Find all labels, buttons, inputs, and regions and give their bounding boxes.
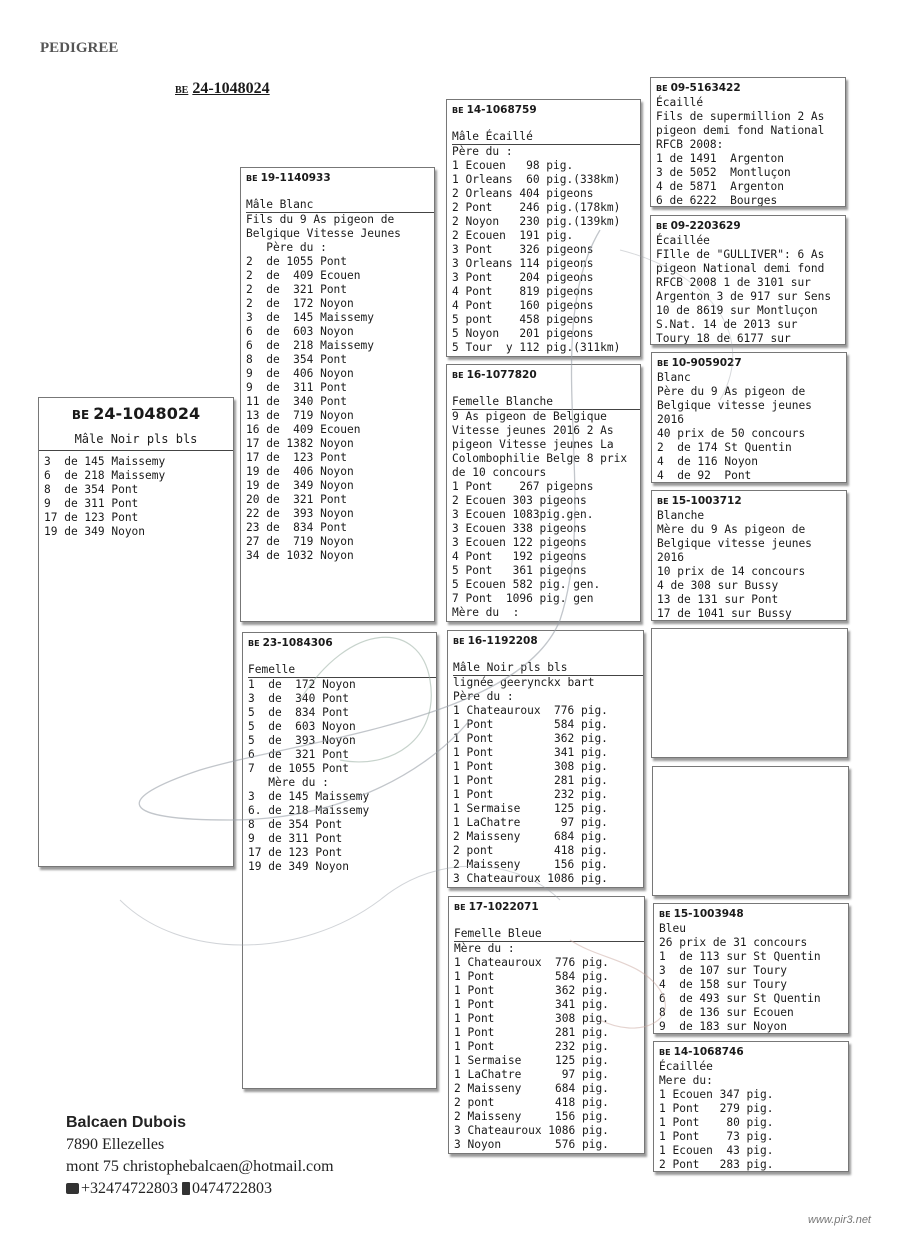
result-line: 2 Pont 246 pig.(178km): [452, 201, 621, 214]
result-line: 3 Noyon 576 pig.: [454, 1138, 609, 1151]
owner-name: Balcaen Dubois: [66, 1114, 187, 1131]
result-line: 2 de 409 Ecouen: [246, 269, 361, 282]
result-line: 2 pont 418 pig.: [454, 1096, 609, 1109]
result-line: Belgique vitesse jeunes: [657, 399, 812, 412]
result-line: 8 de 354 Pont: [248, 818, 343, 831]
result-line: Blanche: [657, 509, 705, 522]
ancestor-3-results: [657, 371, 841, 483]
result-line: 2 Maisseny 156 pig.: [454, 1110, 609, 1123]
dam-dam-description: Femelle Bleue: [454, 927, 644, 942]
result-line: 17 de 1382 Noyon: [246, 437, 354, 450]
result-line: 6 de 493 sur St Quentin: [659, 992, 821, 1005]
result-line: pigeon Vitesse jeunes La: [452, 438, 614, 451]
result-line: 2 de 1055 Pont: [246, 255, 348, 268]
result-line: 13 de 719 Noyon: [246, 409, 354, 422]
sire-dam-card: BE 16-1077820 Femelle Blanche 9 As pigeon de Belgique Vitesse jeunes 2016 2 As pigeon Vitesse jeunes La Colombophilie Belge 8 prix de 10 concours 1 Pont 267 pigeons 2 Ecouen 303 pigeons 3 Ecouen 1083pig.gen. 3 Ecouen 338 pigeons 3 Ecouen 122 pigeons 4 Pont 192 pigeons 5 Pont 361 pigeons 5 Ecouen 582 pig. gen. 7 Pont 1096 pig. gen Mère du :: [446, 364, 641, 622]
result-line: 5 Pont 361 pigeons: [452, 564, 587, 577]
result-line: 3 de 145 Maissemy: [248, 790, 370, 803]
ancestor-4-results: [657, 509, 841, 621]
result-line: 1 Ecouen 347 pig.: [659, 1088, 774, 1101]
result-line: 19 de 349 Noyon: [248, 860, 350, 873]
result-line: 17 de 123 Pont: [44, 511, 139, 524]
result-line: 1 Pont 308 pig.: [454, 1012, 609, 1025]
result-line: 2 Ecouen 303 pigeons: [452, 494, 587, 507]
sire-dam-ring: 16-1077820: [466, 369, 537, 381]
result-line: de 10 concours: [452, 466, 547, 479]
ancestor-2-ring: 09-2203629: [670, 220, 741, 232]
result-line: 4 de 5871 Argenton: [656, 180, 784, 193]
footer-url: www.pir3.net: [808, 1214, 871, 1226]
result-line: 9 de 311 Pont: [248, 832, 343, 845]
result-line: 1 Pont 232 pig.: [453, 788, 608, 801]
result-line: 2 Pont 283 pig.: [659, 1158, 774, 1171]
result-line: 1 Ecouen 43 pig.: [659, 1144, 774, 1157]
result-line: 1 de 172 Noyon: [248, 678, 356, 691]
result-line: 1 Pont 281 pig.: [454, 1026, 609, 1039]
result-line: Argenton 3 de 917 sur Sens: [656, 290, 832, 303]
result-line: 40 prix de 50 concours: [657, 427, 806, 440]
result-line: Vitesse jeunes 2016 2 As: [452, 424, 614, 437]
ancestor-card-6-empty: [652, 766, 849, 896]
ancestor-7-results: [659, 922, 843, 1034]
result-line: 1 Ecouen 98 pig.: [452, 159, 574, 172]
result-line: 3 Pont 204 pigeons: [452, 271, 594, 284]
result-line: 1 Pont 341 pig.: [454, 998, 609, 1011]
sire-sire-ring: 14-1068759: [466, 104, 537, 116]
result-line: 7 Pont 1096 pig. gen: [452, 592, 594, 605]
dam-card: BE 23-1084306 Femelle 1 de 172 Noyon 3 de 340 Pont 5 de 834 Pont 5 de 603 Noyon 5 de 393 Noyon 6 de 321 Pont 7 de 1055 Pont Mère du : 3 de 145 Maissemy 6. de 218 Maissemy 8 de 354 Pont 9 de 311 Pont 17 de 123 Pont 19 de 349 Noyon: [242, 632, 437, 1089]
result-line: 3 de 340 Pont: [248, 692, 350, 705]
result-line: 10 de 8619 sur Montluçon: [656, 304, 818, 317]
result-line: 1 Sermaise 125 pig.: [453, 802, 608, 815]
result-line: 1 Chateauroux 776 pig.: [454, 956, 609, 969]
ancestor-card-4: BE 15-1003712 Blanche Mère du 9 As pigeon de Belgique vitesse jeunes 2016 10 prix de 14 concours 4 de 308 sur Bussy 13 de 131 sur Pont 17 de 1041 sur Bussy: [651, 490, 847, 621]
result-line: Père du 9 As pigeon de: [657, 385, 806, 398]
dam-sire-results: [453, 676, 638, 886]
sire-card: BE 19-1140933 Mâle Blanc Fils du 9 As pigeon de Belgique Vitesse Jeunes Père du : 2 de 1055 Pont 2 de 409 Ecouen 2 de 321 Pont 2 de 172 Noyon 3 de 145 Maissemy 6 de 603 Noyon 6 de 218 Maissemy 8 de 354 Pont 9 de 406 Noyon 9 de 311 Pont 11 de 340 Pont 13 de 719 Noyon 16 de 409 Ecouen 17 de 1382 Noyon 17 de 123 Pont 19 de 406 Noyon 19 de 349 Noyon 20 de 321 Pont 22 de 393 Noyon 23 de 834 Pont 27 de 719 Noyon 34 de 1032 Noyon: [240, 167, 435, 622]
result-line: Blanc: [657, 371, 691, 384]
ancestor-8-ring: 14-1068746: [673, 1046, 744, 1058]
result-line: 1 Pont 80 pig.: [659, 1116, 774, 1129]
mobile-phone-icon: [182, 1182, 190, 1195]
ancestor-2-results: [656, 234, 840, 345]
result-line: 2 de 321 Pont: [246, 283, 348, 296]
result-line: 1 Pont 341 pig.: [453, 746, 608, 759]
result-line: lignée geerynckx bart: [453, 676, 595, 689]
result-line: 3 de 5052 Montluçon: [656, 166, 791, 179]
result-line: 2016: [657, 551, 684, 564]
ancestor-4-ring: 15-1003712: [671, 495, 742, 507]
result-line: 2 pont 418 pig.: [453, 844, 608, 857]
sire-sire-description: Mâle Écaillé: [452, 130, 640, 145]
result-line: 1 de 113 sur St Quentin: [659, 950, 821, 963]
sire-sire-results: [452, 145, 635, 355]
main-pigeon-card: BE 24-1048024 Mâle Noir pls bls 3 de 145 Maissemy 6 de 218 Maissemy 8 de 354 Pont 9 de 311 Pont 17 de 123 Pont 19 de 349 Noyon: [38, 397, 234, 867]
result-line: 2 Noyon 230 pig.(139km): [452, 215, 621, 228]
result-line: 5 de 834 Pont: [248, 706, 350, 719]
result-line: 4 de 158 sur Toury: [659, 978, 787, 991]
result-line: pigeon National demi fond: [656, 262, 825, 275]
telephone-icon: [66, 1183, 79, 1194]
result-line: 4 Pont 192 pigeons: [452, 550, 587, 563]
result-line: 8 de 354 Pont: [44, 483, 139, 496]
result-line: 4 Pont 819 pigeons: [452, 285, 594, 298]
result-line: 3 Chateauroux 1086 pig.: [454, 1124, 609, 1137]
result-line: Belgique vitesse jeunes: [657, 537, 812, 550]
result-line: 4 de 92 Pont: [657, 469, 752, 482]
result-line: Mère du :: [452, 606, 520, 619]
result-line: 11 de 340 Pont: [246, 395, 348, 408]
result-line: 6 de 6222 Bourges: [656, 194, 778, 207]
result-line: Écaillé: [656, 96, 704, 109]
result-line: 19 de 349 Noyon: [246, 479, 354, 492]
result-line: 3 Ecouen 338 pigeons: [452, 522, 587, 535]
result-line: 5 de 603 Noyon: [248, 720, 356, 733]
result-line: 13 de 131 sur Pont: [657, 593, 779, 606]
owner-phone-1: +32474722803: [81, 1180, 179, 1197]
result-line: 9 de 406 Noyon: [246, 367, 354, 380]
ancestor-card-2: BE 09-2203629 Écaillée FIlle de "GULLIVER": 6 As pigeon National demi fond RFCB 2008 1 de 3101 sur Argenton 3 de 917 sur Sens 10 de 8619 sur Montluçon S.Nat. 14 de 2013 sur Toury 18 de 6177 sur: [650, 215, 846, 345]
result-line: 6 de 218 Maissemy: [44, 469, 166, 482]
ancestor-1-ring: 09-5163422: [670, 82, 741, 94]
main-pigeon-title: Mâle Noir pls bls: [74, 432, 198, 446]
ancestor-card-3: BE 10-9059027 Blanc Père du 9 As pigeon de Belgique vitesse jeunes 2016 40 prix de 50 concours 2 de 174 St Quentin 4 de 116 Noyon 4 de 92 Pont: [651, 352, 847, 483]
result-line: Fils du 9 As pigeon de: [246, 213, 395, 226]
result-line: 8 de 354 Pont: [246, 353, 348, 366]
sire-sire-card: BE 14-1068759 Mâle Écaillé Père du : 1 Ecouen 98 pig. 1 Orleans 60 pig.(338km) 2 Orleans 404 pigeons 2 Pont 246 pig.(178km) 2 Noyon 230 pig.(139km) 2 Ecouen 191 pig. 3 Pont 326 pigeons 3 Orleans 114 pigeons 3 Pont 204 pigeons 4 Pont 819 pigeons 4 Pont 160 pigeons 5 pont 458 pigeons 5 Noyon 201 pigeons 5 Tour y 112 pig.(311km): [446, 99, 641, 357]
sire-results: [246, 213, 429, 563]
ancestor-7-ring: 15-1003948: [673, 908, 744, 920]
result-line: 9 de 311 Pont: [44, 497, 139, 510]
ancestor-3-ring: 10-9059027: [671, 357, 742, 369]
result-line: 9 de 183 sur Noyon: [659, 1020, 787, 1033]
result-line: 5 Ecouen 582 pig. gen.: [452, 578, 601, 591]
ancestor-card-1: BE 09-5163422 Écaillé Fils de supermillion 2 As pigeon demi fond National RFCB 2008: 1 de 1491 Argenton 3 de 5052 Montluçon 4 de 5871 Argenton 6 de 6222 Bourges: [650, 77, 846, 207]
owner-city: 7890 Ellezelles: [66, 1136, 165, 1153]
result-line: 1 de 1491 Argenton: [656, 152, 784, 165]
sire-description: Mâle Blanc: [246, 198, 434, 213]
result-line: 26 prix de 31 concours: [659, 936, 808, 949]
result-line: Belgique Vitesse Jeunes: [246, 227, 401, 240]
result-line: 1 LaChatre 97 pig.: [453, 816, 608, 829]
result-line: 2 de 172 Noyon: [246, 297, 354, 310]
result-line: 6 de 603 Noyon: [246, 325, 354, 338]
result-line: Père du :: [246, 241, 327, 254]
result-line: 23 de 834 Pont: [246, 521, 348, 534]
result-line: Mère du :: [454, 942, 515, 955]
result-line: 2 Maisseny 684 pig.: [453, 830, 608, 843]
result-line: 10 prix de 14 concours: [657, 565, 806, 578]
ancestor-card-7: BE 15-1003948 Bleu 26 prix de 31 concours 1 de 113 sur St Quentin 3 de 107 sur Toury 4 de 158 sur Toury 6 de 493 sur St Quentin 8 de 136 sur Ecouen 9 de 183 sur Noyon: [653, 903, 849, 1034]
result-line: 2 Ecouen 191 pig.: [452, 229, 574, 242]
result-line: 1 Pont 279 pig.: [659, 1102, 774, 1115]
owner-phone-2: 0474722803: [192, 1180, 273, 1197]
result-line: 2 Maisseny 156 pig.: [453, 858, 608, 871]
result-line: 3 Orleans 114 pigeons: [452, 257, 594, 270]
result-line: 6 de 321 Pont: [248, 748, 350, 761]
result-line: 17 de 1041 sur Bussy: [657, 607, 792, 620]
result-line: 1 Pont 232 pig.: [454, 1040, 609, 1053]
result-line: 9 de 311 Pont: [246, 381, 348, 394]
result-line: 1 Pont 73 pig.: [659, 1130, 774, 1143]
dam-ring: 23-1084306: [262, 637, 333, 649]
dam-sire-ring: 16-1192208: [467, 635, 538, 647]
result-line: 1 Pont 584 pig.: [453, 718, 608, 731]
result-line: 1 Pont 308 pig.: [453, 760, 608, 773]
dam-results: [248, 678, 431, 874]
dam-dam-results: [454, 942, 639, 1152]
dam-description: Femelle: [248, 663, 436, 678]
result-line: 34 de 1032 Noyon: [246, 549, 354, 562]
result-line: RFCB 2008:: [656, 138, 724, 151]
result-line: 3 de 145 Maissemy: [44, 455, 166, 468]
sire-dam-results: [452, 410, 635, 620]
result-line: 9 As pigeon de Belgique: [452, 410, 607, 423]
result-line: 1 LaChatre 97 pig.: [454, 1068, 609, 1081]
ancestor-1-results: [656, 96, 840, 207]
result-line: 1 Pont 281 pig.: [453, 774, 608, 787]
ancestor-8-results: [659, 1060, 843, 1172]
result-line: 27 de 719 Noyon: [246, 535, 354, 548]
result-line: RFCB 2008 1 de 3101 sur: [656, 276, 811, 289]
result-line: 22 de 393 Noyon: [246, 507, 354, 520]
result-line: FIlle de "GULLIVER": 6 As: [656, 248, 825, 261]
page-title: PEDIGREE: [40, 40, 119, 56]
sire-dam-description: Femelle Blanche: [452, 395, 640, 410]
result-line: 6 de 218 Maissemy: [246, 339, 374, 352]
result-line: 1 Chateauroux 776 pig.: [453, 704, 608, 717]
result-line: 2 Orleans 404 pigeons: [452, 187, 594, 200]
dam-sire-card: BE 16-1192208 Mâle Noir pls bls lignée geerynckx bart Père du : 1 Chateauroux 776 pig. 1 Pont 584 pig. 1 Pont 362 pig. 1 Pont 341 pig. 1 Pont 308 pig. 1 Pont 281 pig. 1 Pont 232 pig. 1 Sermaise 125 pig. 1 LaChatre 97 pig. 2 Maisseny 684 pig. 2 pont 418 pig. 2 Maisseny 156 pig. 3 Chateauroux 1086 pig.: [447, 630, 644, 888]
result-line: 8 de 136 sur Ecouen: [659, 1006, 794, 1019]
result-line: Mère du :: [248, 776, 329, 789]
result-line: 17 de 123 Pont: [246, 451, 348, 464]
owner-contact: [66, 1112, 334, 1200]
result-line: 2016: [657, 413, 684, 426]
main-results: [44, 455, 228, 539]
result-line: 5 pont 458 pigeons: [452, 313, 594, 326]
result-line: Mere du:: [659, 1074, 713, 1087]
result-line: 1 Orleans 60 pig.(338km): [452, 173, 621, 186]
result-line: 20 de 321 Pont: [246, 493, 348, 506]
result-line: 3 Ecouen 122 pigeons: [452, 536, 587, 549]
owner-email: mont 75 christophebalcaen@hotmail.com: [66, 1158, 334, 1175]
result-line: 7 de 1055 Pont: [248, 762, 350, 775]
result-line: 5 Tour y 112 pig.(311km): [452, 341, 621, 354]
result-line: 1 Sermaise 125 pig.: [454, 1054, 609, 1067]
dam-dam-ring: 17-1022071: [468, 901, 539, 913]
result-line: Père du :: [453, 690, 514, 703]
result-line: Écaillée: [656, 234, 710, 247]
ancestor-card-8: BE 14-1068746 Écaillée Mere du: 1 Ecouen 347 pig. 1 Pont 279 pig. 1 Pont 80 pig. 1 Pont 73 pig. 1 Ecouen 43 pig. 2 Pont 283 pig.: [653, 1041, 849, 1172]
result-line: Toury 18 de 6177 sur: [656, 332, 791, 345]
ancestor-card-5-empty: [651, 628, 848, 758]
result-line: 16 de 409 Ecouen: [246, 423, 361, 436]
result-line: 1 Pont 362 pig.: [454, 984, 609, 997]
result-line: 2 de 174 St Quentin: [657, 441, 792, 454]
result-line: 19 de 349 Noyon: [44, 525, 146, 538]
result-line: 3 de 145 Maissemy: [246, 311, 374, 324]
result-line: Fils de supermillion 2 As: [656, 110, 825, 123]
result-line: 2 Maisseny 684 pig.: [454, 1082, 609, 1095]
result-line: 19 de 406 Noyon: [246, 465, 354, 478]
dam-dam-card: BE 17-1022071 Femelle Bleue Mère du : 1 Chateauroux 776 pig. 1 Pont 584 pig. 1 Pont 362 pig. 1 Pont 341 pig. 1 Pont 308 pig. 1 Pont 281 pig. 1 Pont 232 pig. 1 Sermaise 125 pig. 1 LaChatre 97 pig. 2 Maisseny 684 pig. 2 pont 418 pig. 2 Maisseny 156 pig. 3 Chateauroux 1086 pig. 3 Noyon 576 pig.: [448, 896, 645, 1154]
sire-ring: 19-1140933: [260, 172, 331, 184]
result-line: 1 Pont 584 pig.: [454, 970, 609, 983]
top-ring-number: BE 24-1048024: [175, 80, 270, 97]
result-line: 3 Chateauroux 1086 pig.: [453, 872, 608, 885]
result-line: 4 de 308 sur Bussy: [657, 579, 779, 592]
result-line: Mère du 9 As pigeon de: [657, 523, 806, 536]
result-line: Colombophilie Belge 8 prix: [452, 452, 628, 465]
main-ring-number: 24-1048024: [93, 404, 201, 423]
result-line: 5 Noyon 201 pigeons: [452, 327, 594, 340]
result-line: Écaillée: [659, 1060, 713, 1073]
result-line: pigeon demi fond National: [656, 124, 825, 137]
result-line: 3 Ecouen 1083pig.gen.: [452, 508, 594, 521]
result-line: Père du :: [452, 145, 513, 158]
result-line: 6. de 218 Maissemy: [248, 804, 370, 817]
result-line: 5 de 393 Noyon: [248, 734, 356, 747]
result-line: 4 de 116 Noyon: [657, 455, 759, 468]
result-line: 3 Pont 326 pigeons: [452, 243, 594, 256]
result-line: S.Nat. 14 de 2013 sur: [656, 318, 798, 331]
result-line: 4 Pont 160 pigeons: [452, 299, 594, 312]
result-line: 3 de 107 sur Toury: [659, 964, 787, 977]
result-line: Bleu: [659, 922, 686, 935]
result-line: 1 Pont 362 pig.: [453, 732, 608, 745]
result-line: 1 Pont 267 pigeons: [452, 480, 594, 493]
dam-sire-description: Mâle Noir pls bls: [453, 661, 643, 676]
result-line: 17 de 123 Pont: [248, 846, 343, 859]
